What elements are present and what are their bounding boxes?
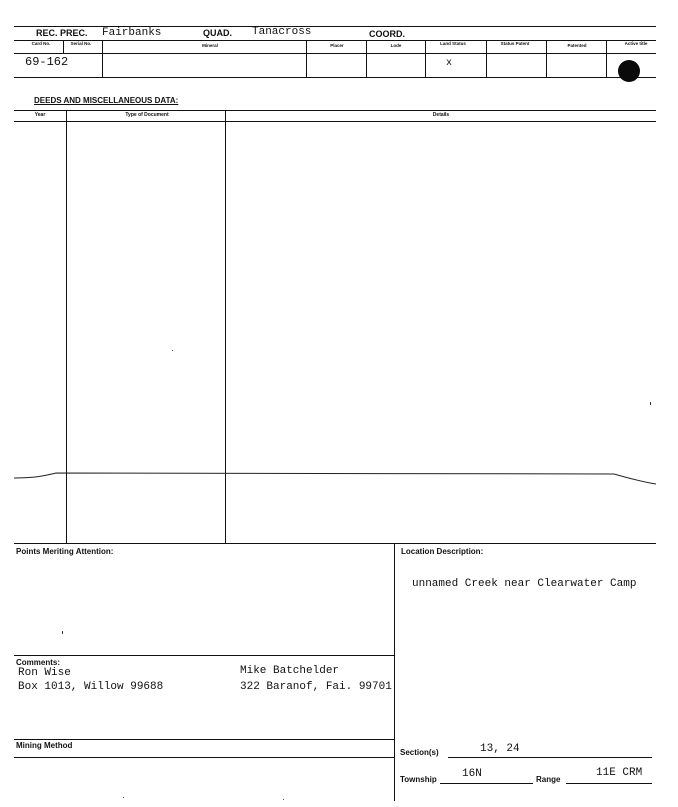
quad-label: QUAD. <box>203 28 232 38</box>
sep-lode-land <box>425 40 426 77</box>
mining-rule <box>14 739 394 740</box>
township-line <box>440 783 533 784</box>
header-rule-3 <box>14 53 656 54</box>
col-status-patent: Status Patent <box>500 41 530 46</box>
deeds-rule-bottom <box>14 543 656 544</box>
col-card-no: Card No. <box>31 41 51 46</box>
comments-rule <box>14 655 394 656</box>
location-label: Location Description: <box>401 547 484 556</box>
col-details: Details <box>432 112 450 118</box>
col-lode: Lode <box>390 43 402 48</box>
sep-status-patented <box>546 40 547 77</box>
speck <box>123 797 124 798</box>
active-title-dot <box>618 60 640 82</box>
rec-prec-label: REC. PREC. <box>36 28 88 38</box>
sep-placer-lode <box>366 40 367 77</box>
deeds-rule-header <box>14 121 656 122</box>
sep-patented-active <box>606 40 607 77</box>
page-fold-crease <box>0 462 678 496</box>
location-value: unnamed Creek near Clearwater Camp <box>412 578 637 590</box>
section-line <box>448 757 652 758</box>
speck <box>172 350 173 351</box>
contact1-address: Box 1013, Willow 99688 <box>18 681 164 693</box>
card-no-value: 69-162 <box>25 55 69 69</box>
col-year: Year <box>34 112 46 118</box>
mining-label: Mining Method <box>16 741 73 750</box>
range-line <box>566 783 652 784</box>
sep-card-serial <box>63 40 64 54</box>
section-value: 13, 24 <box>480 743 520 755</box>
lower-divider <box>394 543 395 801</box>
col-mineral: Mineral <box>202 43 218 48</box>
contact2-name: Mike Batchelder <box>240 665 340 677</box>
contact2-address: 322 Baranof, Fai. 99701 <box>240 681 392 693</box>
township-value: 16N <box>462 768 482 780</box>
township-label: Township <box>400 775 437 784</box>
range-label: Range <box>536 775 561 784</box>
sep-land-status <box>486 40 487 77</box>
section-label: Section(s) <box>400 748 439 757</box>
col-placer: Placer <box>330 43 344 48</box>
contact1-name: Ron Wise <box>18 667 71 679</box>
deeds-title: DEEDS AND MISCELLANEOUS DATA: <box>34 96 179 105</box>
range-value: 11E CRM <box>596 767 643 779</box>
col-active-title: Active title <box>624 41 648 46</box>
comments-label: Comments: <box>16 658 61 667</box>
speck <box>283 799 284 800</box>
deeds-rule-top <box>14 110 656 111</box>
sep-serial-mineral <box>102 40 103 77</box>
col-serial-no: Serial No. <box>70 41 92 46</box>
col-patented: Patented <box>567 43 587 48</box>
sep-mineral-placer <box>306 40 307 77</box>
coord-label: COORD. <box>369 29 405 39</box>
speck <box>62 631 63 634</box>
header-rule-4 <box>14 77 656 78</box>
mining-rule-2 <box>14 757 394 758</box>
quad-value: Tanacross <box>252 26 312 38</box>
points-label: Points Meriting Attention: <box>16 547 114 556</box>
col-land-status: Land Status <box>440 41 466 46</box>
col-type-document: Type of Document <box>125 112 169 118</box>
rec-prec-value: Fairbanks <box>102 27 162 39</box>
land-status-mark: x <box>446 58 453 69</box>
speck <box>650 402 651 405</box>
header-rule-2 <box>14 40 656 41</box>
